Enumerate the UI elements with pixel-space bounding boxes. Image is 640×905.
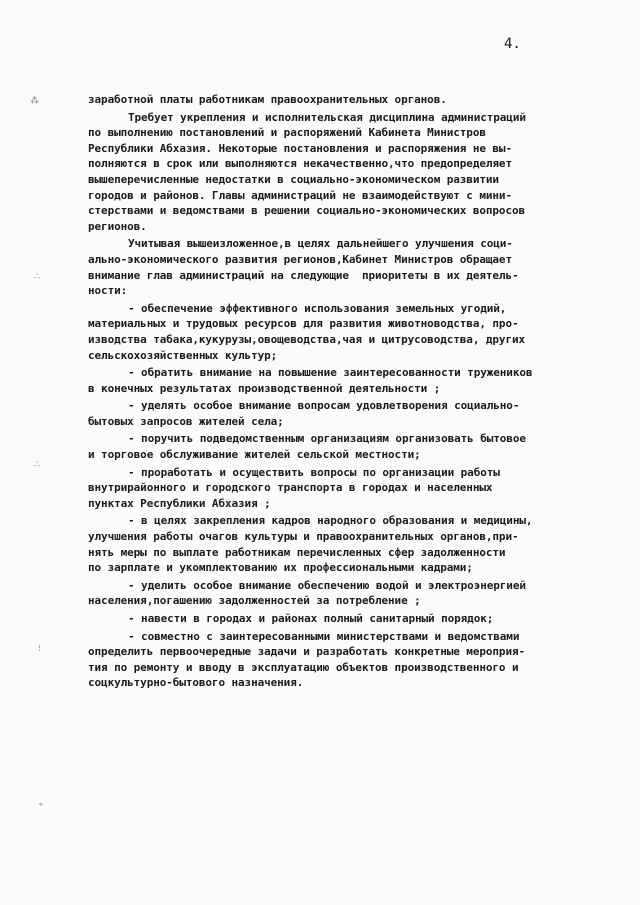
paragraph bbox=[88, 431, 608, 462]
paragraph bbox=[88, 578, 608, 609]
text-line: полняются в срок или выполняются некачественно,что предопределяет bbox=[88, 157, 512, 171]
text-line: - уделять особое внимание вопросам удовлетворения социально- bbox=[128, 399, 520, 413]
margin-scribble: ∴ bbox=[34, 460, 40, 470]
paragraph bbox=[88, 513, 608, 575]
text-line: сельскохозяйственных культур; bbox=[88, 348, 278, 362]
text-line: стерствами и ведомствами в решении социально-экономических вопросов bbox=[88, 204, 526, 218]
text-line: соцкультурно-бытового назначения. bbox=[88, 676, 304, 690]
margin-scribble: ⁂ bbox=[30, 96, 39, 106]
text-line: внимание глав администраций на следующие приоритеты в их деятель- bbox=[88, 268, 519, 282]
text-line: - проработать и осуществить вопросы по организации работы bbox=[128, 465, 500, 479]
margin-scribble: ∘ bbox=[38, 800, 44, 810]
text-line: - поручить подведомственным организациям организовать бытовое bbox=[128, 432, 526, 446]
page-number: 4. bbox=[504, 36, 521, 52]
text-line: ности: bbox=[88, 284, 128, 298]
text-line: регионов. bbox=[88, 219, 147, 233]
paragraph bbox=[88, 611, 608, 627]
text-line: вышеперечисленные недостатки в социально-экономическом развитии bbox=[88, 172, 499, 186]
text-line: - уделить особое внимание обеспечению водой и электроэнергией bbox=[128, 578, 526, 592]
text-line: ально-экономического развития регионов,Кабинет Министров обращает bbox=[88, 252, 512, 266]
text-line: нять меры по выплате работникам перечисленных сфер задолженности bbox=[88, 545, 506, 559]
text-line: заработной платы работникам правоохранительных органов. bbox=[88, 93, 447, 106]
margin-scribble: ⁝ bbox=[38, 644, 41, 654]
document-body bbox=[88, 92, 608, 693]
text-line: населения,погашению задолженностей за потребление ; bbox=[88, 594, 421, 608]
text-line: внутрирайонного и городского транспорта в городах и населенных bbox=[88, 481, 493, 495]
text-line: Республики Абхазия. Некоторые постановления и распоряжения не вы- bbox=[88, 141, 512, 155]
paragraph bbox=[88, 110, 608, 235]
text-line: - обратить внимание на повышение заинтересованности тружеников bbox=[128, 366, 533, 380]
text-line: - обеспечение эффективного использования земельных угодий, bbox=[128, 301, 507, 315]
paragraph bbox=[88, 92, 608, 108]
text-line: Учитывая вышеизложенное,в целях дальнейшего улучшения соци- bbox=[128, 237, 513, 251]
text-line: в конечных результатах производственной деятельности ; bbox=[88, 381, 441, 395]
paragraph bbox=[88, 301, 608, 363]
text-line: тия по ремонту и вводу в эксплуатацию объектов производственного и bbox=[88, 660, 519, 674]
paragraph bbox=[88, 465, 608, 512]
text-line: материальных и трудовых ресурсов для развития животноводства, про- bbox=[88, 317, 519, 331]
text-line: изводства табака,кукурузы,овощеводства,чая и цитрусоводства, других bbox=[88, 332, 526, 346]
paragraph bbox=[88, 236, 608, 298]
text-line: - навести в городах и районах полный санитарный порядок; bbox=[128, 612, 494, 625]
text-line: - совместно с заинтересованными министерствами и ведомствами bbox=[128, 629, 520, 643]
text-line: определить первоочередные задачи и разработать конкретные мероприя- bbox=[88, 645, 526, 659]
text-line: бытовых запросов жителей села; bbox=[88, 414, 284, 428]
text-line: по зарплате и укомплектованию их профессиональными кадрами; bbox=[88, 561, 473, 575]
margin-scribble: ∴ bbox=[34, 272, 40, 282]
text-line: и торговое обслуживание жителей сельской местности; bbox=[88, 448, 421, 462]
text-line: по выполнению постановлений и распоряжений Кабинета Министров bbox=[88, 126, 486, 140]
text-line: Требует укрепления и исполнительская дисциплина администраций bbox=[128, 110, 526, 124]
text-line: городов и районов. Главы администраций не взаимодействуют с мини- bbox=[88, 188, 512, 202]
paragraph bbox=[88, 398, 608, 429]
text-line: улучшения работы очагов культуры и правоохранительных органов,при- bbox=[88, 530, 519, 544]
text-line: - в целях закрепления кадров народного образования и медицины, bbox=[128, 514, 533, 528]
paragraph bbox=[88, 629, 608, 691]
text-line: пунктах Республики Абхазия ; bbox=[88, 496, 271, 510]
paragraph bbox=[88, 365, 608, 396]
